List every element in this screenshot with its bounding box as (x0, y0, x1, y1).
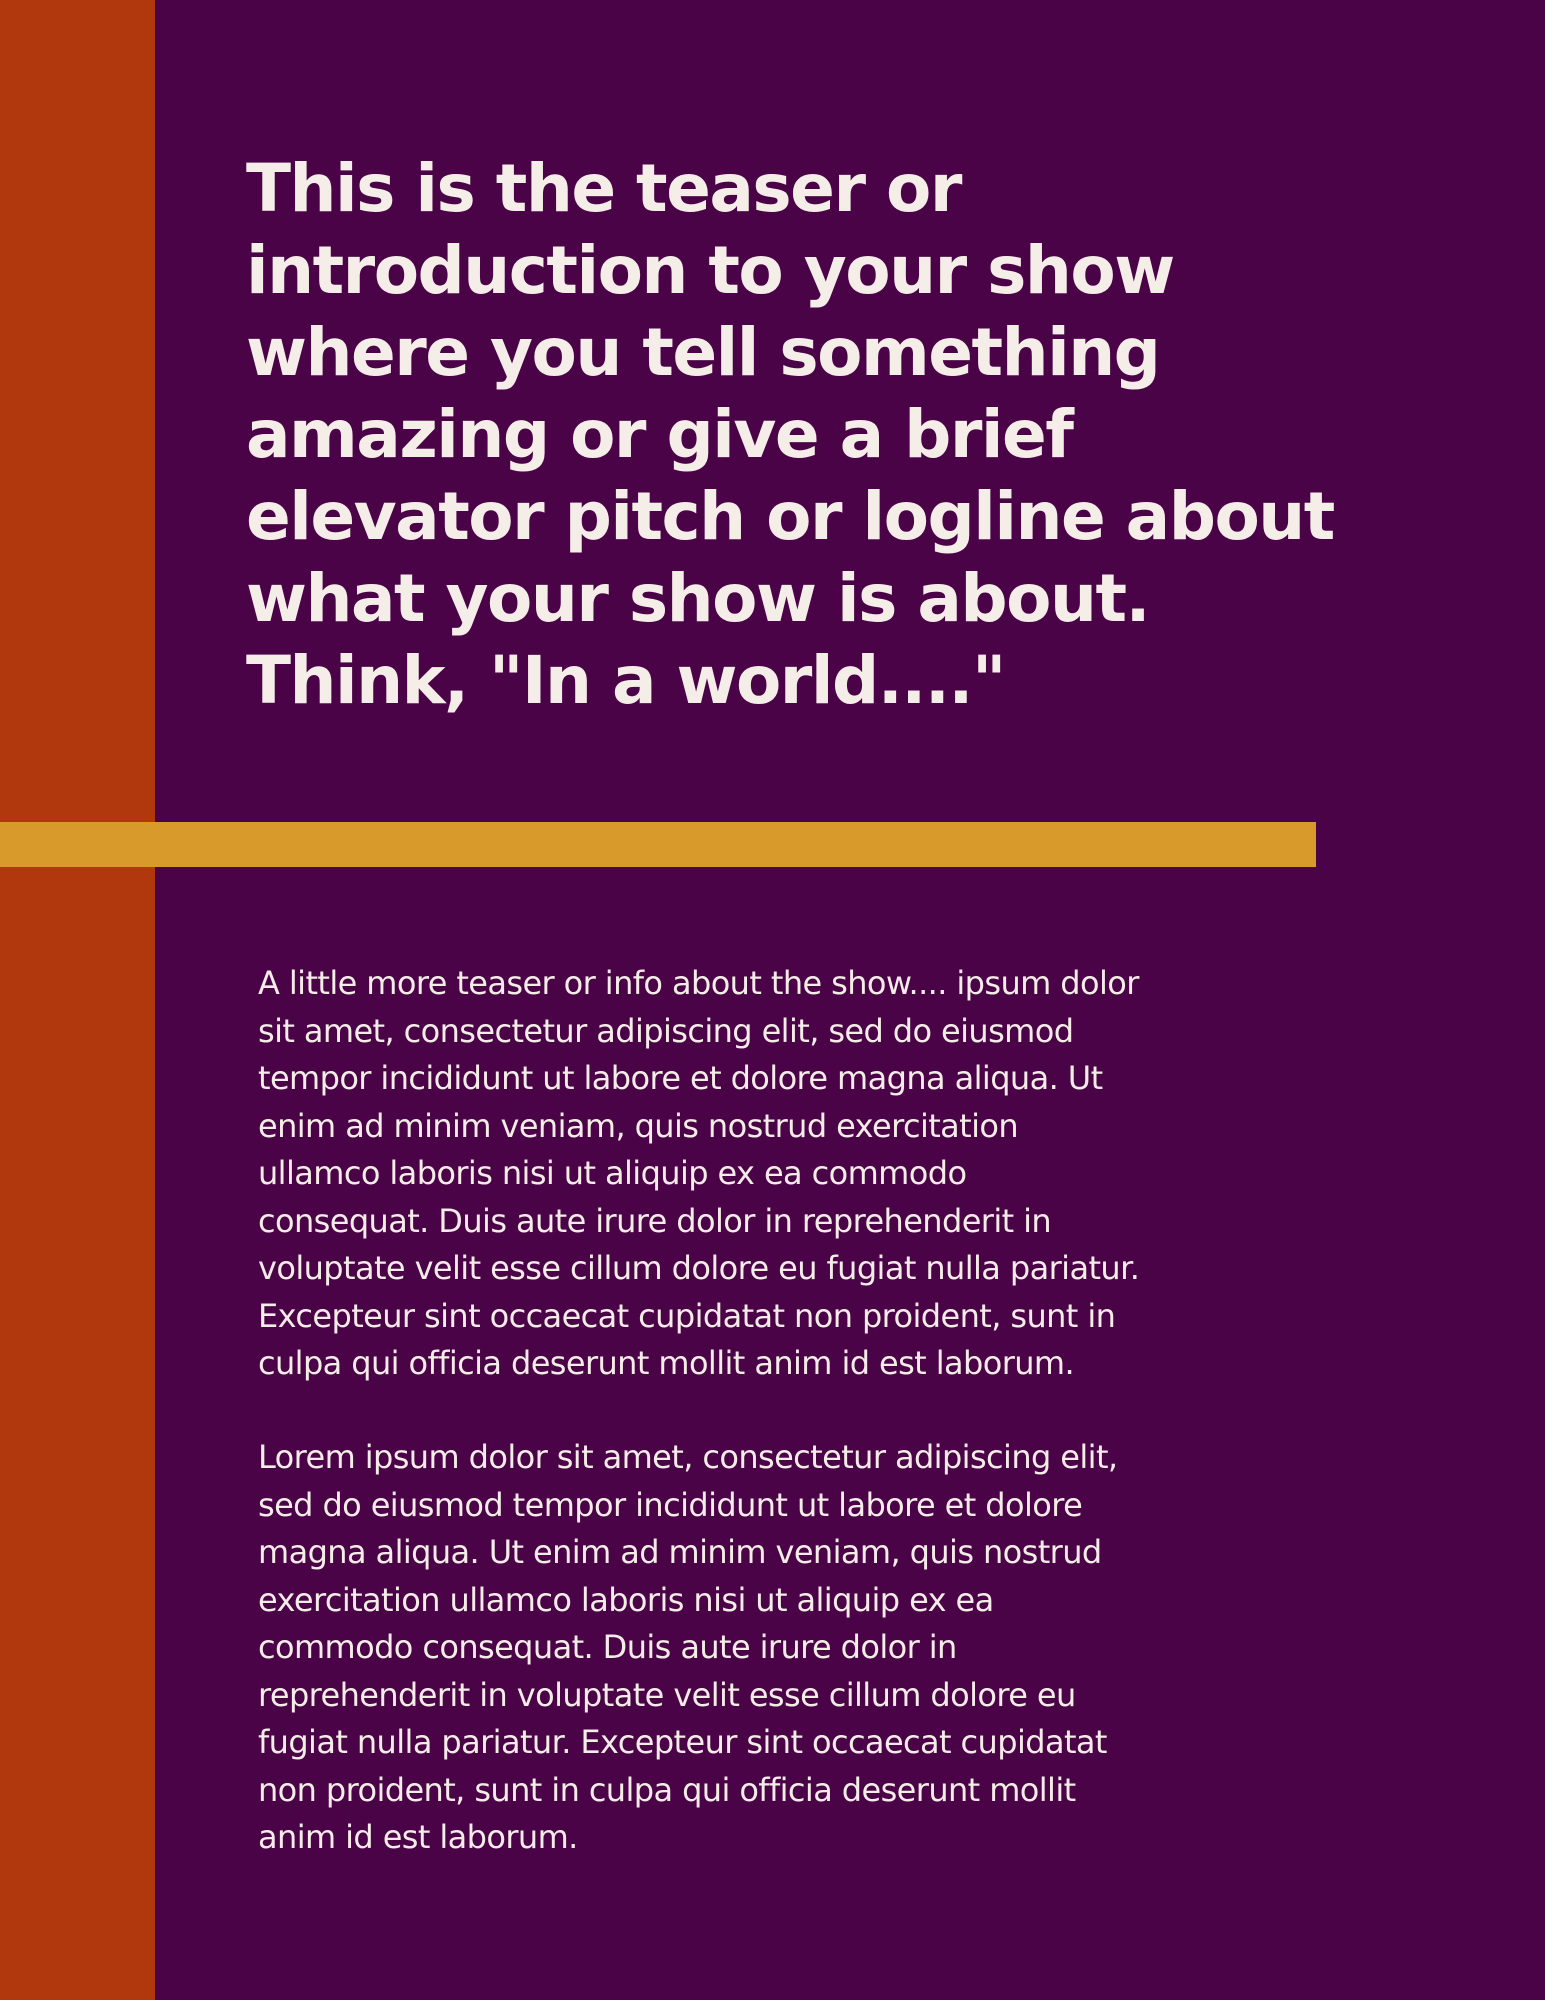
headline-line: what your show is about. (246, 560, 1150, 637)
paragraph-line: magna aliqua. Ut enim ad minim veniam, quis nostrud (258, 1533, 1102, 1571)
paragraph-line: A little more teaser or info about the show.... ipsum dolor (258, 964, 1139, 1002)
paragraph-line: Lorem ipsum dolor sit amet, consectetur adipiscing elit, (258, 1438, 1118, 1476)
paragraph-line: commodo consequat. Duis aute irure dolor in (258, 1628, 957, 1666)
paragraph-line: tempor incididunt ut labore et dolore magna aliqua. Ut (258, 1059, 1103, 1097)
paragraph-line: non proident, sunt in culpa qui officia deserunt mollit (258, 1770, 1076, 1809)
teaser-headline (246, 148, 1446, 722)
divider-bar (0, 822, 1316, 867)
headline-line: introduction to your show (246, 232, 1174, 309)
body-paragraph-1 (258, 960, 1358, 1388)
paragraph-line: Excepteur sint occaecat cupidatat non proident, sunt in (258, 1296, 1116, 1335)
paragraph-line: voluptate velit esse cillum dolore eu fugiat nulla pariatur. (258, 1249, 1140, 1287)
headline-line: Think, "In a world...." (246, 642, 1005, 719)
headline-line: where you tell something (246, 314, 1160, 391)
paragraph-line: exercitation ullamco laboris nisi ut aliquip ex ea (258, 1580, 994, 1619)
left-accent-band (0, 0, 155, 2000)
paragraph-line: culpa qui officia deserunt mollit anim id est laborum. (258, 1344, 1075, 1382)
paragraph-line: enim ad minim veniam, quis nostrud exercitation (258, 1106, 1019, 1145)
headline-line: amazing or give a brief (246, 396, 1073, 473)
paragraph-line: fugiat nulla pariatur. Excepteur sint occaecat cupidatat (258, 1723, 1107, 1761)
paragraph-line: sit amet, consectetur adipiscing elit, sed do eiusmod (258, 1011, 1074, 1050)
paragraph-line: consequat. Duis aute irure dolor in reprehenderit in (258, 1201, 1052, 1240)
body-paragraph-2 (258, 1434, 1358, 1862)
paragraph-line: ullamco laboris nisi ut aliquip ex ea commodo (258, 1154, 967, 1192)
paragraph-line: anim id est laborum. (258, 1818, 578, 1856)
headline-line: This is the teaser or (246, 150, 961, 227)
headline-line: elevator pitch or logline about (246, 478, 1334, 555)
paragraph-line: reprehenderit in voluptate velit esse cillum dolore eu (258, 1675, 1076, 1714)
paragraph-line: sed do eiusmod tempor incididunt ut labore et dolore (258, 1485, 1083, 1524)
